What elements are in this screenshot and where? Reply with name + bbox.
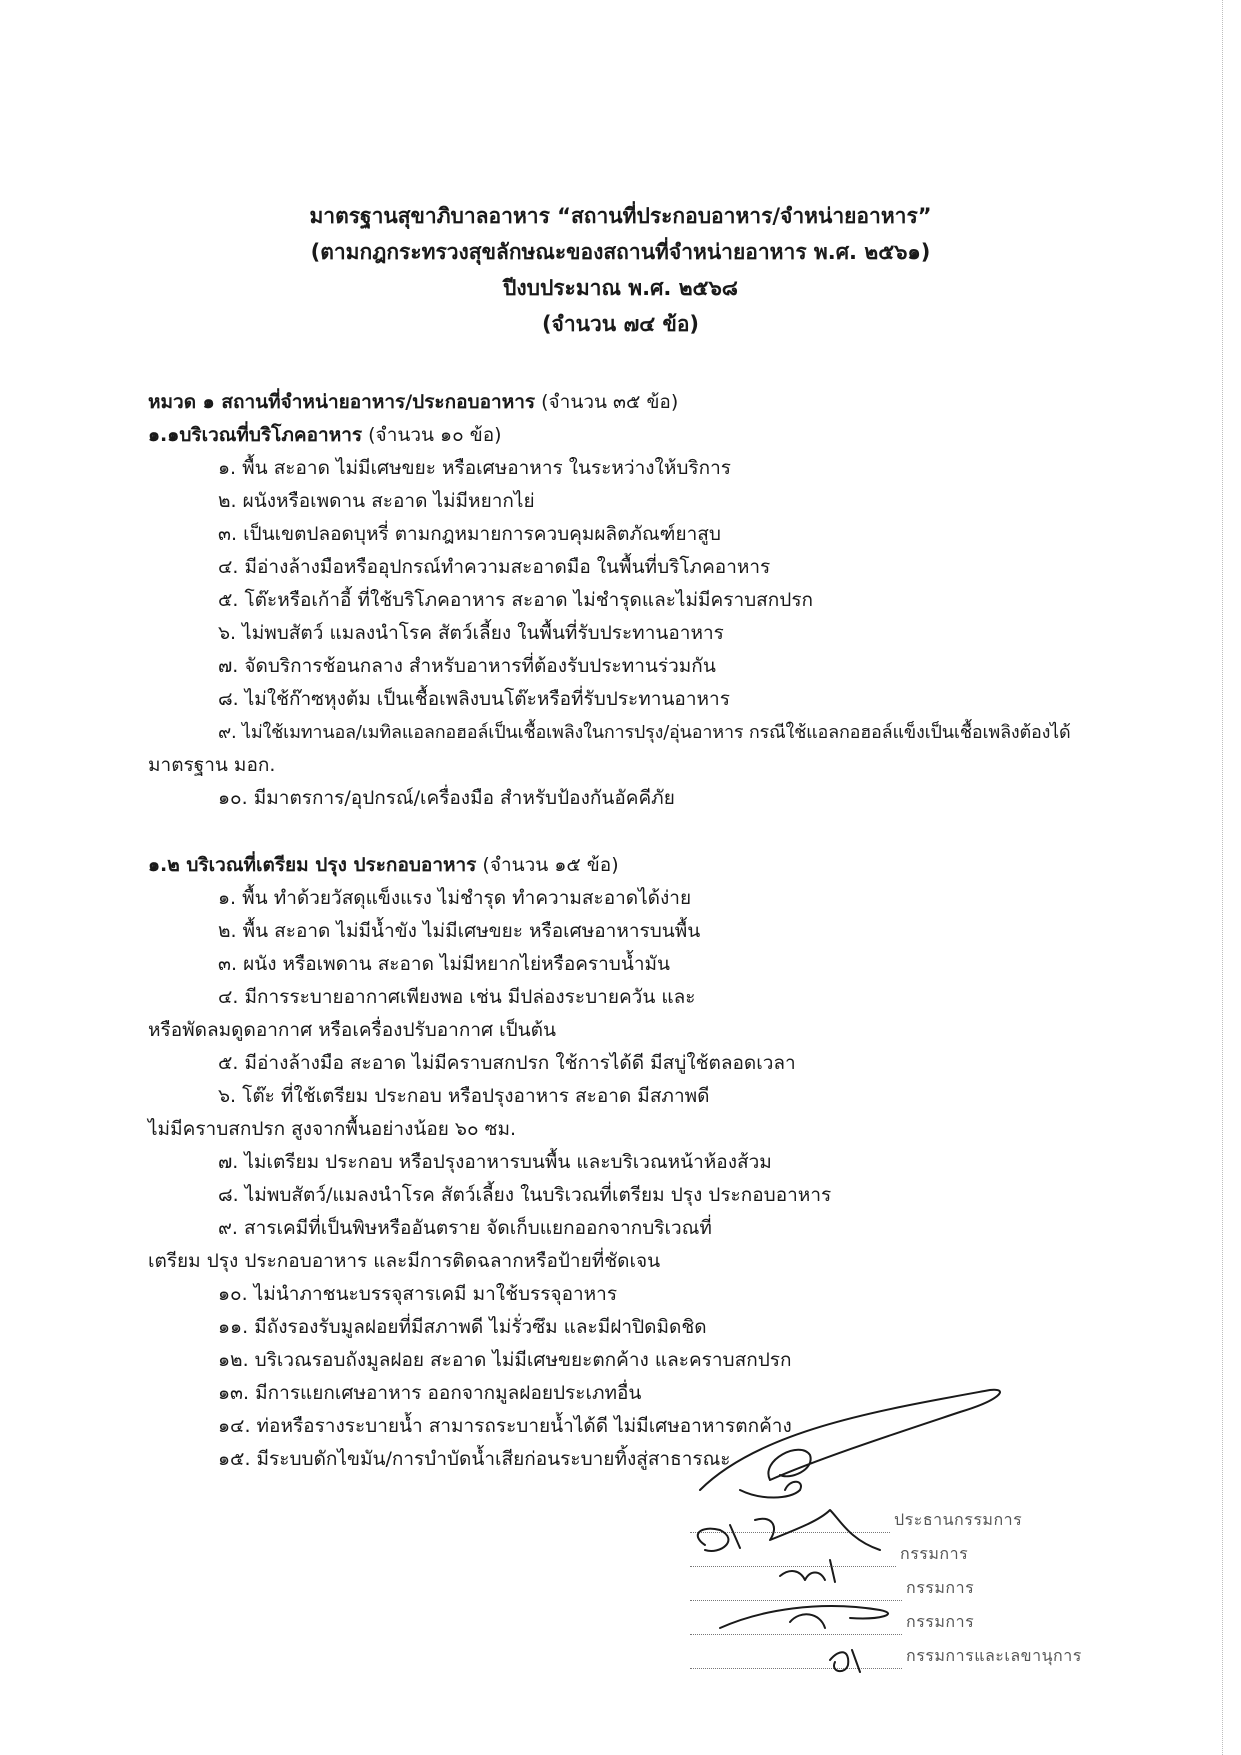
section-1-count: (จำนวน ๓๕ ข้อ) [535,391,679,413]
signature-role: กรรมการ [900,1544,969,1563]
list-item: ๑. พื้น สะอาด ไม่มีเศษขยะ หรือเศษอาหาร ในระหว่างให้บริการ [218,457,731,479]
signature-stroke-chairman-tail [740,1482,801,1498]
signature-role: กรรมการ [906,1612,975,1631]
signature-role: กรรมการและเลขานุการ [906,1646,1082,1665]
list-item-continuation: หรือพัดลมดูดอากาศ หรือเครื่องปรับอากาศ เป็นต้น [148,1019,556,1041]
list-item: ๑๒. บริเวณรอบถังมูลฝอย สะอาด ไม่มีเศษขยะตกค้าง และคราบสกปรก [218,1349,792,1371]
list-item: ๑๑. มีถังรองรับมูลฝอยที่มีสภาพดี ไม่รั่วซึม และมีฝาปิดมิดชิด [218,1316,707,1338]
list-item: ๓. ผนัง หรือเพดาน สะอาด ไม่มีหยากไย่หรือคราบน้ำมัน [218,953,671,975]
list-item: ๗. จัดบริการช้อนกลาง สำหรับอาหารที่ต้องรับประทานร่วมกัน [218,655,716,677]
subsection-1-2-title: ๑.๒ บริเวณที่เตรียม ปรุง ประกอบอาหาร [148,854,477,876]
list-item: ๗. ไม่เตรียม ประกอบ หรือปรุงอาหารบนพื้น และบริเวณหน้าห้องส้วม [218,1151,772,1173]
list-item: ๔. มีอ่างล้างมือหรืออุปกรณ์ทำความสะอาดมือ ในพื้นที่บริโภคอาหาร [218,556,771,578]
list-item: ๑๔. ท่อหรือรางระบายน้ำ สามารถระบายน้ำได้ดี ไม่มีเศษอาหารตกค้าง [218,1415,792,1437]
list-item-continuation: ไม่มีคราบสกปรก สูงจากพื้นอย่างน้อย ๖๐ ซม. [148,1118,517,1140]
list-item: ๑๓. มีการแยกเศษอาหาร ออกจากมูลฝอยประเภทอื่น [218,1382,642,1404]
list-item: ๓. เป็นเขตปลอดบุหรี่ ตามกฎหมายการควบคุมผลิตภัณฑ์ยาสูบ [218,523,721,545]
list-item: ๑๐. มีมาตรการ/อุปกรณ์/เครื่องมือ สำหรับป้องกันอัคคีภัย [218,787,675,809]
signature-line [690,1644,1082,1674]
list-item: ๒. พื้น สะอาด ไม่มีน้ำขัง ไม่มีเศษขยะ หรือเศษอาหารบนพื้น [218,920,701,942]
list-item-continuation: มาตรฐาน มอก. [148,754,276,776]
signature-line [690,1610,974,1640]
list-item: ๕. มีอ่างล้างมือ สะอาด ไม่มีคราบสกปรก ใช้การได้ดี มีสบู่ใช้ตลอดเวลา [218,1052,796,1074]
list-item: ๙. สารเคมีที่เป็นพิษหรืออันตราย จัดเก็บแยกออกจากบริเวณที่ [218,1217,712,1239]
item-count: (จำนวน ๗๔ ข้อ) [541,312,700,336]
list-item: ๖. ไม่พบสัตว์ แมลงนำโรค สัตว์เลี้ยง ในพื้นที่รับประทานอาหาร [218,622,724,644]
list-item: ๔. มีการระบายอากาศเพียงพอ เช่น มีปล่องระบายควัน และ [218,986,696,1008]
list-item-continuation: เตรียม ปรุง ประกอบอาหาร และมีการติดฉลากหรือป้ายที่ชัดเจน [148,1250,661,1272]
list-item: ๖. โต๊ะ ที่ใช้เตรียม ประกอบ หรือปรุงอาหาร สะอาด มีสภาพดี [218,1085,710,1107]
signature-role: กรรมการ [906,1578,975,1597]
subsection-1-2-heading [148,849,1178,882]
signature-line [690,1542,968,1572]
list-item: ๕. โต๊ะหรือเก้าอี้ ที่ใช้บริโภคอาหาร สะอาด ไม่ชำรุดและไม่มีคราบสกปรก [218,589,814,611]
signature-role: ประธานกรรมการ [894,1510,1023,1529]
list-item: ๑. พื้น ทำด้วยวัสดุแข็งแรง ไม่ชำรุด ทำความสะอาดได้ง่าย [218,887,692,909]
document-subtitle: (ตามกฎกระทรวงสุขลักษณะของสถานที่จำหน่ายอาหาร พ.ศ. ๒๕๖๑) [310,240,931,264]
fiscal-year: ปีงบประมาณ พ.ศ. ๒๕๖๘ [503,276,738,300]
section-1-heading [148,386,1178,419]
signature-line [690,1576,974,1606]
list-item: ๑๕. มีระบบดักไขมัน/การบำบัดน้ำเสียก่อนระบายทิ้งสู่สาธารณะ [218,1448,731,1470]
document-title: มาตรฐานสุขาภิบาลอาหาร “สถานที่ประกอบอาหาร/จำหน่ายอาหาร” [309,204,932,228]
list-item: ๙. ไม่ใช้เมทานอล/เมทิลแอลกอฮอล์เป็นเชื้อเพลิงในการปรุง/อุ่นอาหาร กรณีใช้แอลกอฮอล์แข็งเป็นเชื้อเพลิงต้องได้ [218,722,1071,743]
list-item: ๑๐. ไม่นำภาชนะบรรจุสารเคมี มาใช้บรรจุอาหาร [218,1283,618,1305]
list-item: ๘. ไม่ใช้ก๊าซหุงต้ม เป็นเชื้อเพลิงบนโต๊ะหรือที่รับประทานอาหาร [218,688,730,710]
signature-line [690,1508,1022,1538]
subsection-1-1-count: (จำนวน ๑๐ ข้อ) [362,424,502,446]
document-title-block [0,198,1241,342]
subsection-1-2-count: (จำนวน ๑๕ ข้อ) [476,854,619,876]
subsection-1-1-heading [148,419,1178,452]
list-item: ๒. ผนังหรือเพดาน สะอาด ไม่มีหยากไย่ [218,490,535,512]
document-body [148,386,1178,1476]
section-1-title: หมวด ๑ สถานที่จำหน่ายอาหาร/ประกอบอาหาร [148,391,536,413]
list-item: ๘. ไม่พบสัตว์/แมลงนำโรค สัตว์เลี้ยง ในบริเวณที่เตรียม ปรุง ประกอบอาหาร [218,1184,832,1206]
subsection-1-1-title: ๑.๑บริเวณที่บริโภคอาหาร [148,424,363,446]
